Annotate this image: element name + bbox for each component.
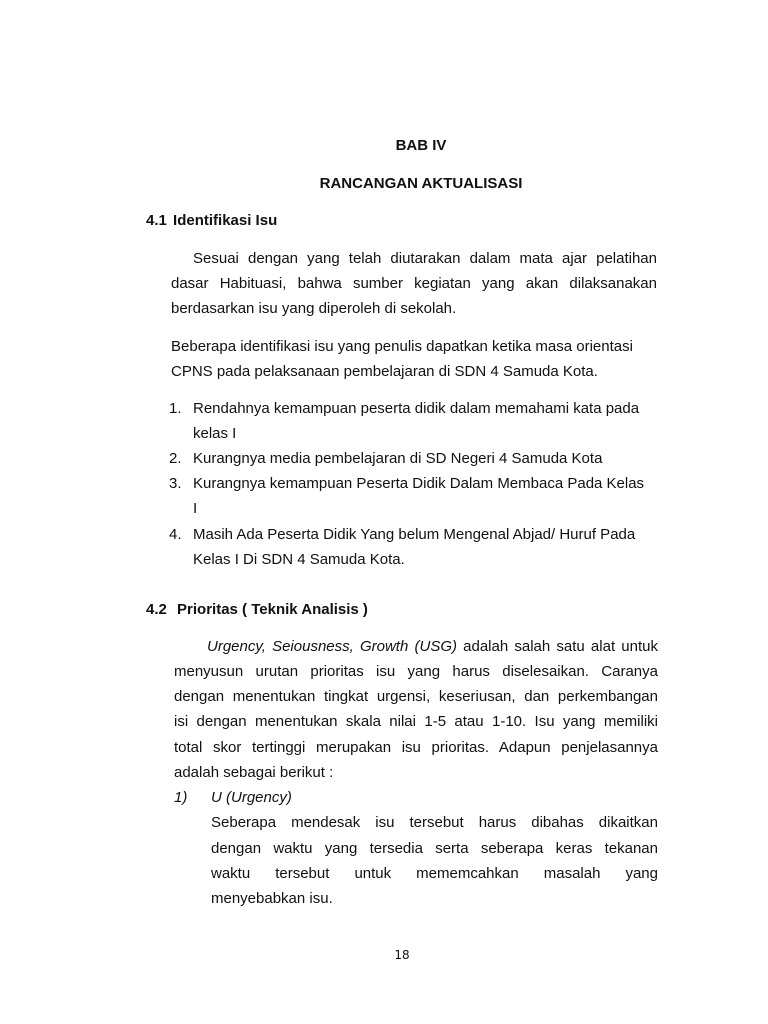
- list-item-line: Kelas I Di SDN 4 Samuda Kota.: [193, 551, 405, 568]
- list-number: 1.: [169, 400, 182, 417]
- sublist-line: Seberapa mendesak isu tersebut harus dibahas dikaitkan: [211, 814, 658, 831]
- paragraph-line: isi dengan menentukan skala nilai 1-5 atau 1-10. Isu yang memiliki: [174, 713, 658, 730]
- sublist-line: dengan waktu yang tersedia serta seberapa keras tekanan: [211, 840, 658, 857]
- list-number: 3.: [169, 475, 182, 492]
- section-title: Identifikasi Isu: [173, 212, 278, 229]
- sublist-line: waktu tersebut untuk mememcahkan masalah yang: [211, 865, 658, 882]
- list-item-line: Masih Ada Peserta Didik Yang belum Mengenal Abjad/ Huruf Pada: [193, 526, 636, 543]
- paragraph-line: dengan menentukan tingkat urgensi, keseriusan, dan perkembangan: [174, 688, 658, 705]
- sublist-number: 1): [174, 789, 188, 806]
- list-item-line: Kurangnya media pembelajaran di SD Negeri 4 Samuda Kota: [193, 450, 603, 467]
- list-number: 4.: [169, 526, 182, 543]
- section-number: 4.1: [146, 212, 167, 229]
- paragraph-line: total skor tertinggi merupakan isu prioritas. Adapun penjelasannya: [174, 739, 658, 756]
- paragraph-line: Beberapa identifikasi isu yang penulis dapatkan ketika masa orientasi: [171, 338, 633, 355]
- list-number: 2.: [169, 450, 182, 467]
- list-item-line: kelas I: [193, 425, 237, 442]
- paragraph-line-first: [207, 638, 658, 655]
- section-title: Prioritas ( Teknik Analisis ): [177, 601, 368, 618]
- sublist-line: menyebabkan isu.: [211, 890, 333, 907]
- paragraph-line: Sesuai dengan yang telah diutarakan dalam mata ajar pelatihan: [193, 250, 657, 267]
- list-item-line: Rendahnya kemampuan peserta didik dalam memahami kata pada: [193, 400, 640, 417]
- list-item-line: I: [193, 500, 198, 517]
- page-number: 18: [394, 948, 410, 962]
- paragraph-line: adalah sebagai berikut :: [174, 764, 334, 781]
- list-item-line: Kurangnya kemampuan Peserta Didik Dalam Membaca Pada Kelas: [193, 475, 645, 492]
- chapter-label: BAB IV: [395, 137, 447, 154]
- usg-term: Urgency, Seiousness, Growth (USG): [207, 638, 457, 655]
- chapter-title: RANCANGAN AKTUALISASI: [319, 175, 523, 192]
- paragraph-line: menyusun urutan prioritas isu yang harus diselesaikan. Caranya: [174, 663, 658, 680]
- paragraph-text: adalah salah satu alat untuk: [456, 638, 658, 655]
- paragraph-line: CPNS pada pelaksanaan pembelajaran di SDN 4 Samuda Kota.: [171, 363, 598, 380]
- section-heading-4-2: [146, 601, 368, 618]
- sublist-title: U (Urgency): [211, 789, 292, 806]
- section-number: 4.2: [146, 601, 167, 618]
- paragraph-line: dasar Habituasi, bahwa sumber kegiatan yang akan dilaksanakan: [171, 275, 657, 292]
- paragraph-line: berdasarkan isu yang diperoleh di sekolah.: [171, 300, 457, 317]
- section-heading-4-1: [146, 212, 277, 229]
